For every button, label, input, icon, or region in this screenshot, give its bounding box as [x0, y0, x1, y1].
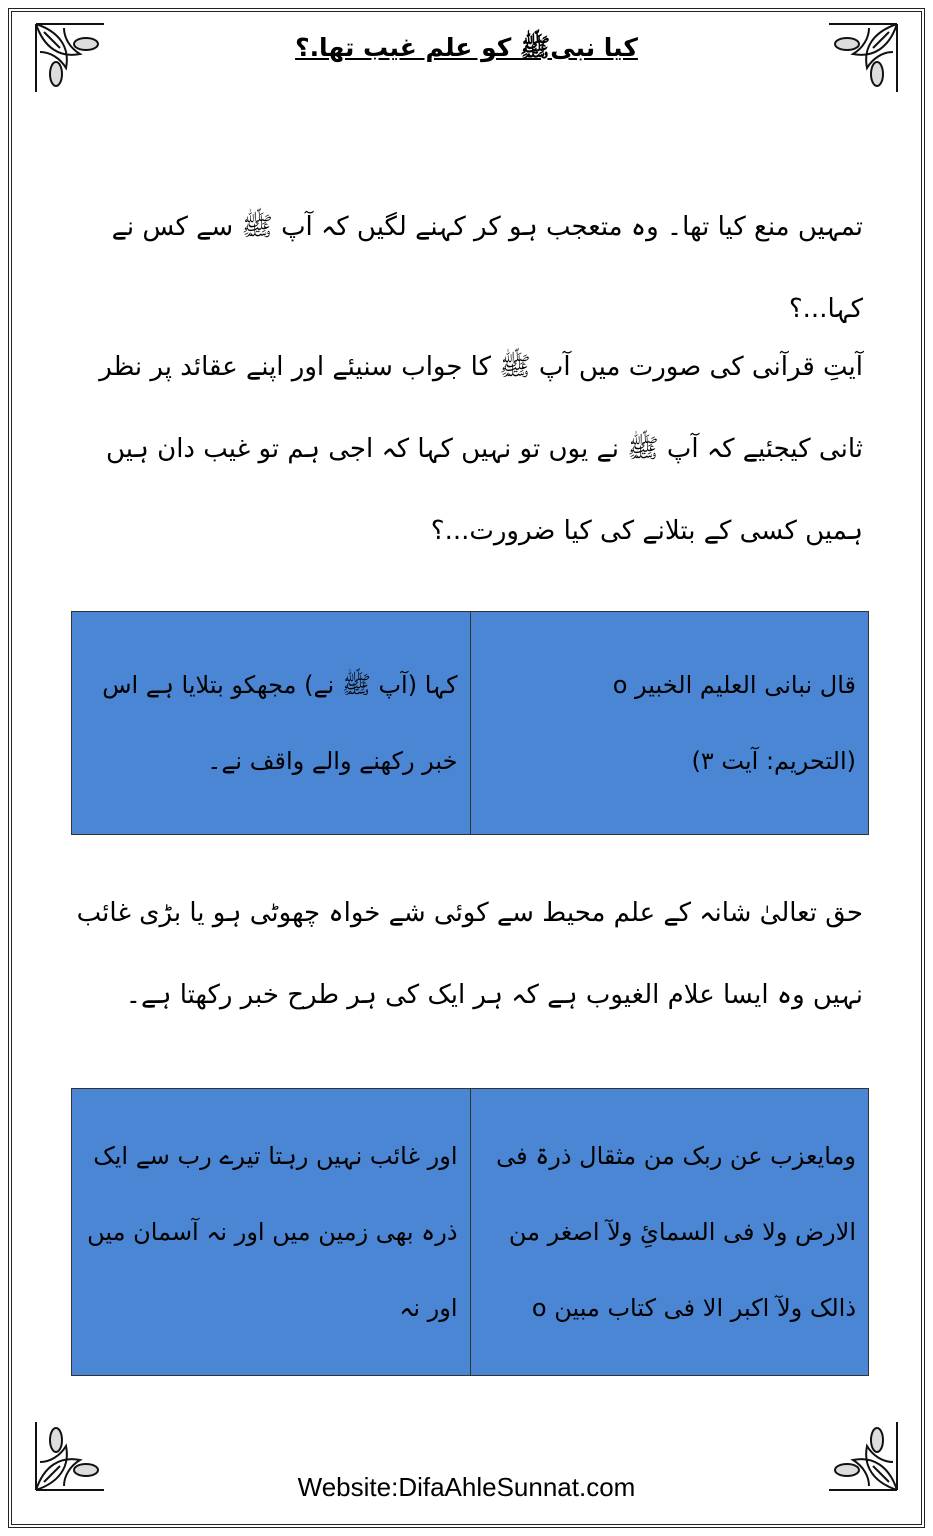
verse-arabic: قال نبانی العلیم الخبیر o [612, 671, 856, 699]
verse-translation-cell [72, 612, 471, 835]
website-footer: Website:DifaAhleSunnat.com [297, 1472, 636, 1502]
verse-translation: اور غائب نہیں رہتا تیرے رب سے ایک ذرہ بھی زمین میں اور نہ آسمان میں اور نہ [87, 1142, 458, 1322]
paragraph-1: تمہیں منع کیا تھا۔ وہ متعجب ہو کر کہنے لگیں کہ آپ ﷺ سے کس نے کہا...؟ [111, 212, 863, 324]
verse-arabic: ومایعزب عن ربک من مثقال ذرۃ فی الارض ولا فی السمائِ ولآ اصغر من ذالک ولآ اکبر الا فی کتاب مبین o [496, 1142, 856, 1322]
page-title: کیا نبیﷺ کو علم غیب تھا.؟ [295, 33, 638, 62]
quran-verse-box-2 [71, 1088, 869, 1376]
verse-arabic-cell [470, 1089, 869, 1376]
quran-verse-box-1 [71, 611, 869, 835]
paragraph-2: آیتِ قرآنی کی صورت میں آپ ﷺ کا جواب سنیئے اور اپنے عقائد پر نظر ثانی کیجئیے کہ آپ ﷺ نے یوں تو نہیں کہا کہ اجی ہم تو غیب دان ہیں ہمیں کسی کے بتلانے کی کیا ضرورت...؟ [99, 352, 863, 546]
paragraph-3: حق تعالیٰ شانہ کے علم محیط سے کوئی شے خواہ چھوٹی ہو یا بڑی غائب نہیں وہ ایسا علام الغیوب ہے کہ ہر ایک کی ہر طرح خبر رکھتا ہے۔ [76, 898, 863, 1010]
verse-translation: کہا (آپ ﷺ نے) مجھکو بتلایا ہے اس خبر رکھنے والے واقف نے۔ [102, 671, 458, 775]
verse-reference: (التحریم: آیت ۳) [691, 747, 856, 775]
verse-translation-cell [72, 1089, 471, 1376]
verse-arabic-cell [470, 612, 869, 835]
